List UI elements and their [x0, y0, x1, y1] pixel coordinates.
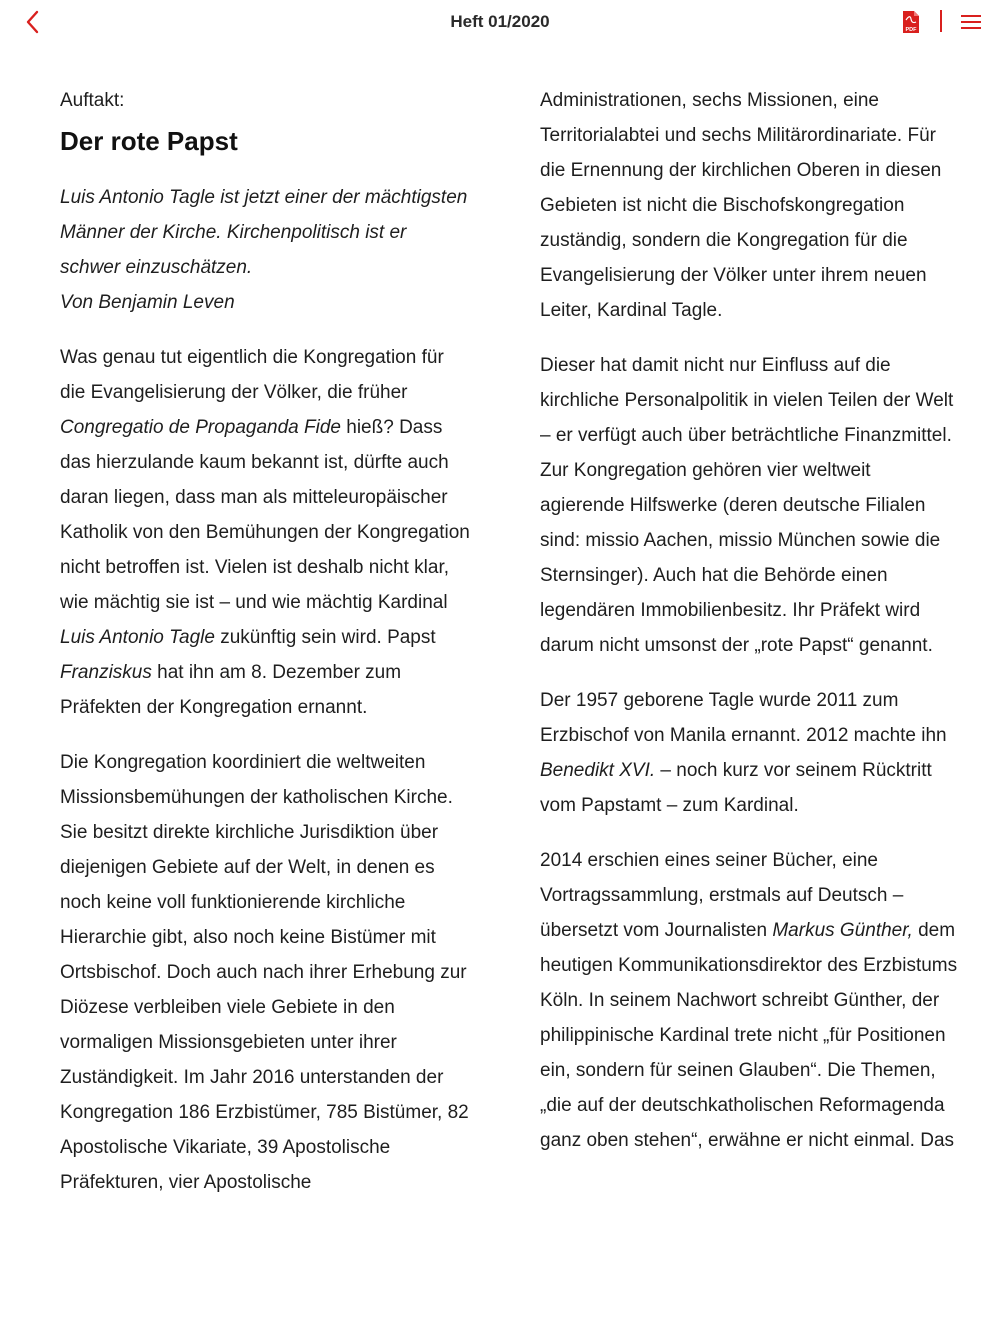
italic-name: Luis Antonio Tagle: [60, 627, 215, 648]
lead-text: Luis Antonio Tagle ist jetzt einer der mächtigsten Männer der Kirche. Kirchenpolitisch ist er schwer einzuschätzen.: [60, 187, 468, 278]
italic-name: Benedikt XVI.: [540, 760, 656, 781]
paragraph-text: Der 1957 geborene Tagle wurde 2011 zum Erzbischof von Manila ernannt. 2012 machte ihn: [540, 690, 947, 746]
toolbar-divider: [940, 10, 942, 32]
pdf-button[interactable]: [900, 10, 922, 34]
article-lead: [60, 180, 470, 320]
paragraph-3: Dieser hat damit nicht nur Einfluss auf die kirchliche Personalpolitik in vielen Teilen der Welt – er verfügt auch über beträchtliche Finanzmittel. Zur Kongregation gehören vier weltweit agierende Hilfswerke (deren deutsche Filialen sind: missio Aachen, missio München sowie die Sternsinger). Auch hat die Behörde einen legendären Immobilienbesitz. Ihr Präfekt wird darum nicht umsonst der „rote Papst“ genannt.: [540, 355, 954, 656]
paragraph-text: Was genau tut eigentlich die Kongregation für die Evangelisierung der Völker, die früher: [60, 347, 444, 403]
paragraph-text: 2014 erschien eines seiner Bücher, eine Vortragssammlung, erstmals auf Deutsch – übersetzt vom Journalisten: [540, 850, 904, 941]
italic-name: Markus Günther,: [772, 920, 913, 941]
pdf-icon: [900, 10, 922, 34]
issue-title: Heft 01/2020: [450, 12, 550, 31]
paragraph-5: [540, 843, 960, 1158]
top-navigation-bar: [0, 0, 1000, 44]
paragraph-text: hieß? Dass das hierzulande kaum bekannt ist, dürfte auch daran liegen, dass man als mitteleuropäischer Katholik von den Bemühungen der Kongregation nicht betroffen ist. Vielen ist deshalb nicht klar, wie mächtig sie ist – und wie mächtig Kardinal: [60, 417, 470, 613]
italic-name: Franziskus: [60, 662, 152, 683]
italic-term: Congregatio de Propaganda Fide: [60, 417, 341, 438]
menu-button[interactable]: [960, 12, 982, 32]
paragraph-4: [540, 683, 960, 823]
author-byline: Von Benjamin Leven: [60, 292, 235, 313]
paragraph-text: zukünftig sein wird. Papst: [214, 627, 436, 648]
paragraph-text: dem heutigen Kommunikationsdirektor des Erzbistums Köln. In seinem Nachwort schreibt Günther, der philippinische Kardinal trete nicht „für Positionen ein, sondern für seinen Glauben“. Die Themen, „die auf der deutschkatholischen Reformagenda ganz oben stehen“, erwähne er nicht einmal. Das: [540, 920, 958, 1151]
article-column-left: [60, 83, 470, 1220]
article-headline: Der rote Papst: [60, 126, 238, 156]
pdf-icon-label: PDF: [905, 27, 917, 33]
paragraph-text: hat ihn am 8. Dezember zum Präfekten der Kongregation ernannt.: [60, 662, 402, 718]
paragraph-text: – noch kurz vor seinem Rücktritt vom Papstamt – zum Kardinal.: [540, 760, 932, 816]
paragraph-2: Die Kongregation koordiniert die weltweiten Missionsbemühungen der katholischen Kirche. Sie besitzt direkte kirchliche Jurisdiktion über diejenigen Gebiete auf der Welt, in denen es noch keine voll funktionierende kirchliche Hierarchie gibt, also noch keine Bistümer mit Ortsbischof. Doch auch nach ihrer Erhebung zur Diözese verbleiben viele Gebiete in den vormaligen Missionsgebieten unter ihrer Zuständigkeit. Im Jahr 2016 unterstanden der Kongregation 186 Erzbistümer, 785 Bistümer, 82 Apostolische Vikariate, 39 Apostolische Präfekturen, vier Apostolische: [60, 752, 469, 1193]
paragraph-2-continued: Administrationen, sechs Missionen, eine Territorialabtei und sechs Militärordinariate. Für die Ernennung der kirchlichen Oberen in diesen Gebieten ist nicht die Bischofskongregation zuständig, sondern die Kongregation für die Evangelisierung der Völker unter ihrem neuen Leiter, Kardinal Tagle.: [540, 90, 942, 321]
hamburger-menu-icon: [960, 12, 982, 32]
article-kicker: Auftakt:: [60, 90, 125, 111]
article-column-right: [540, 83, 960, 1178]
paragraph-1: [60, 340, 470, 725]
